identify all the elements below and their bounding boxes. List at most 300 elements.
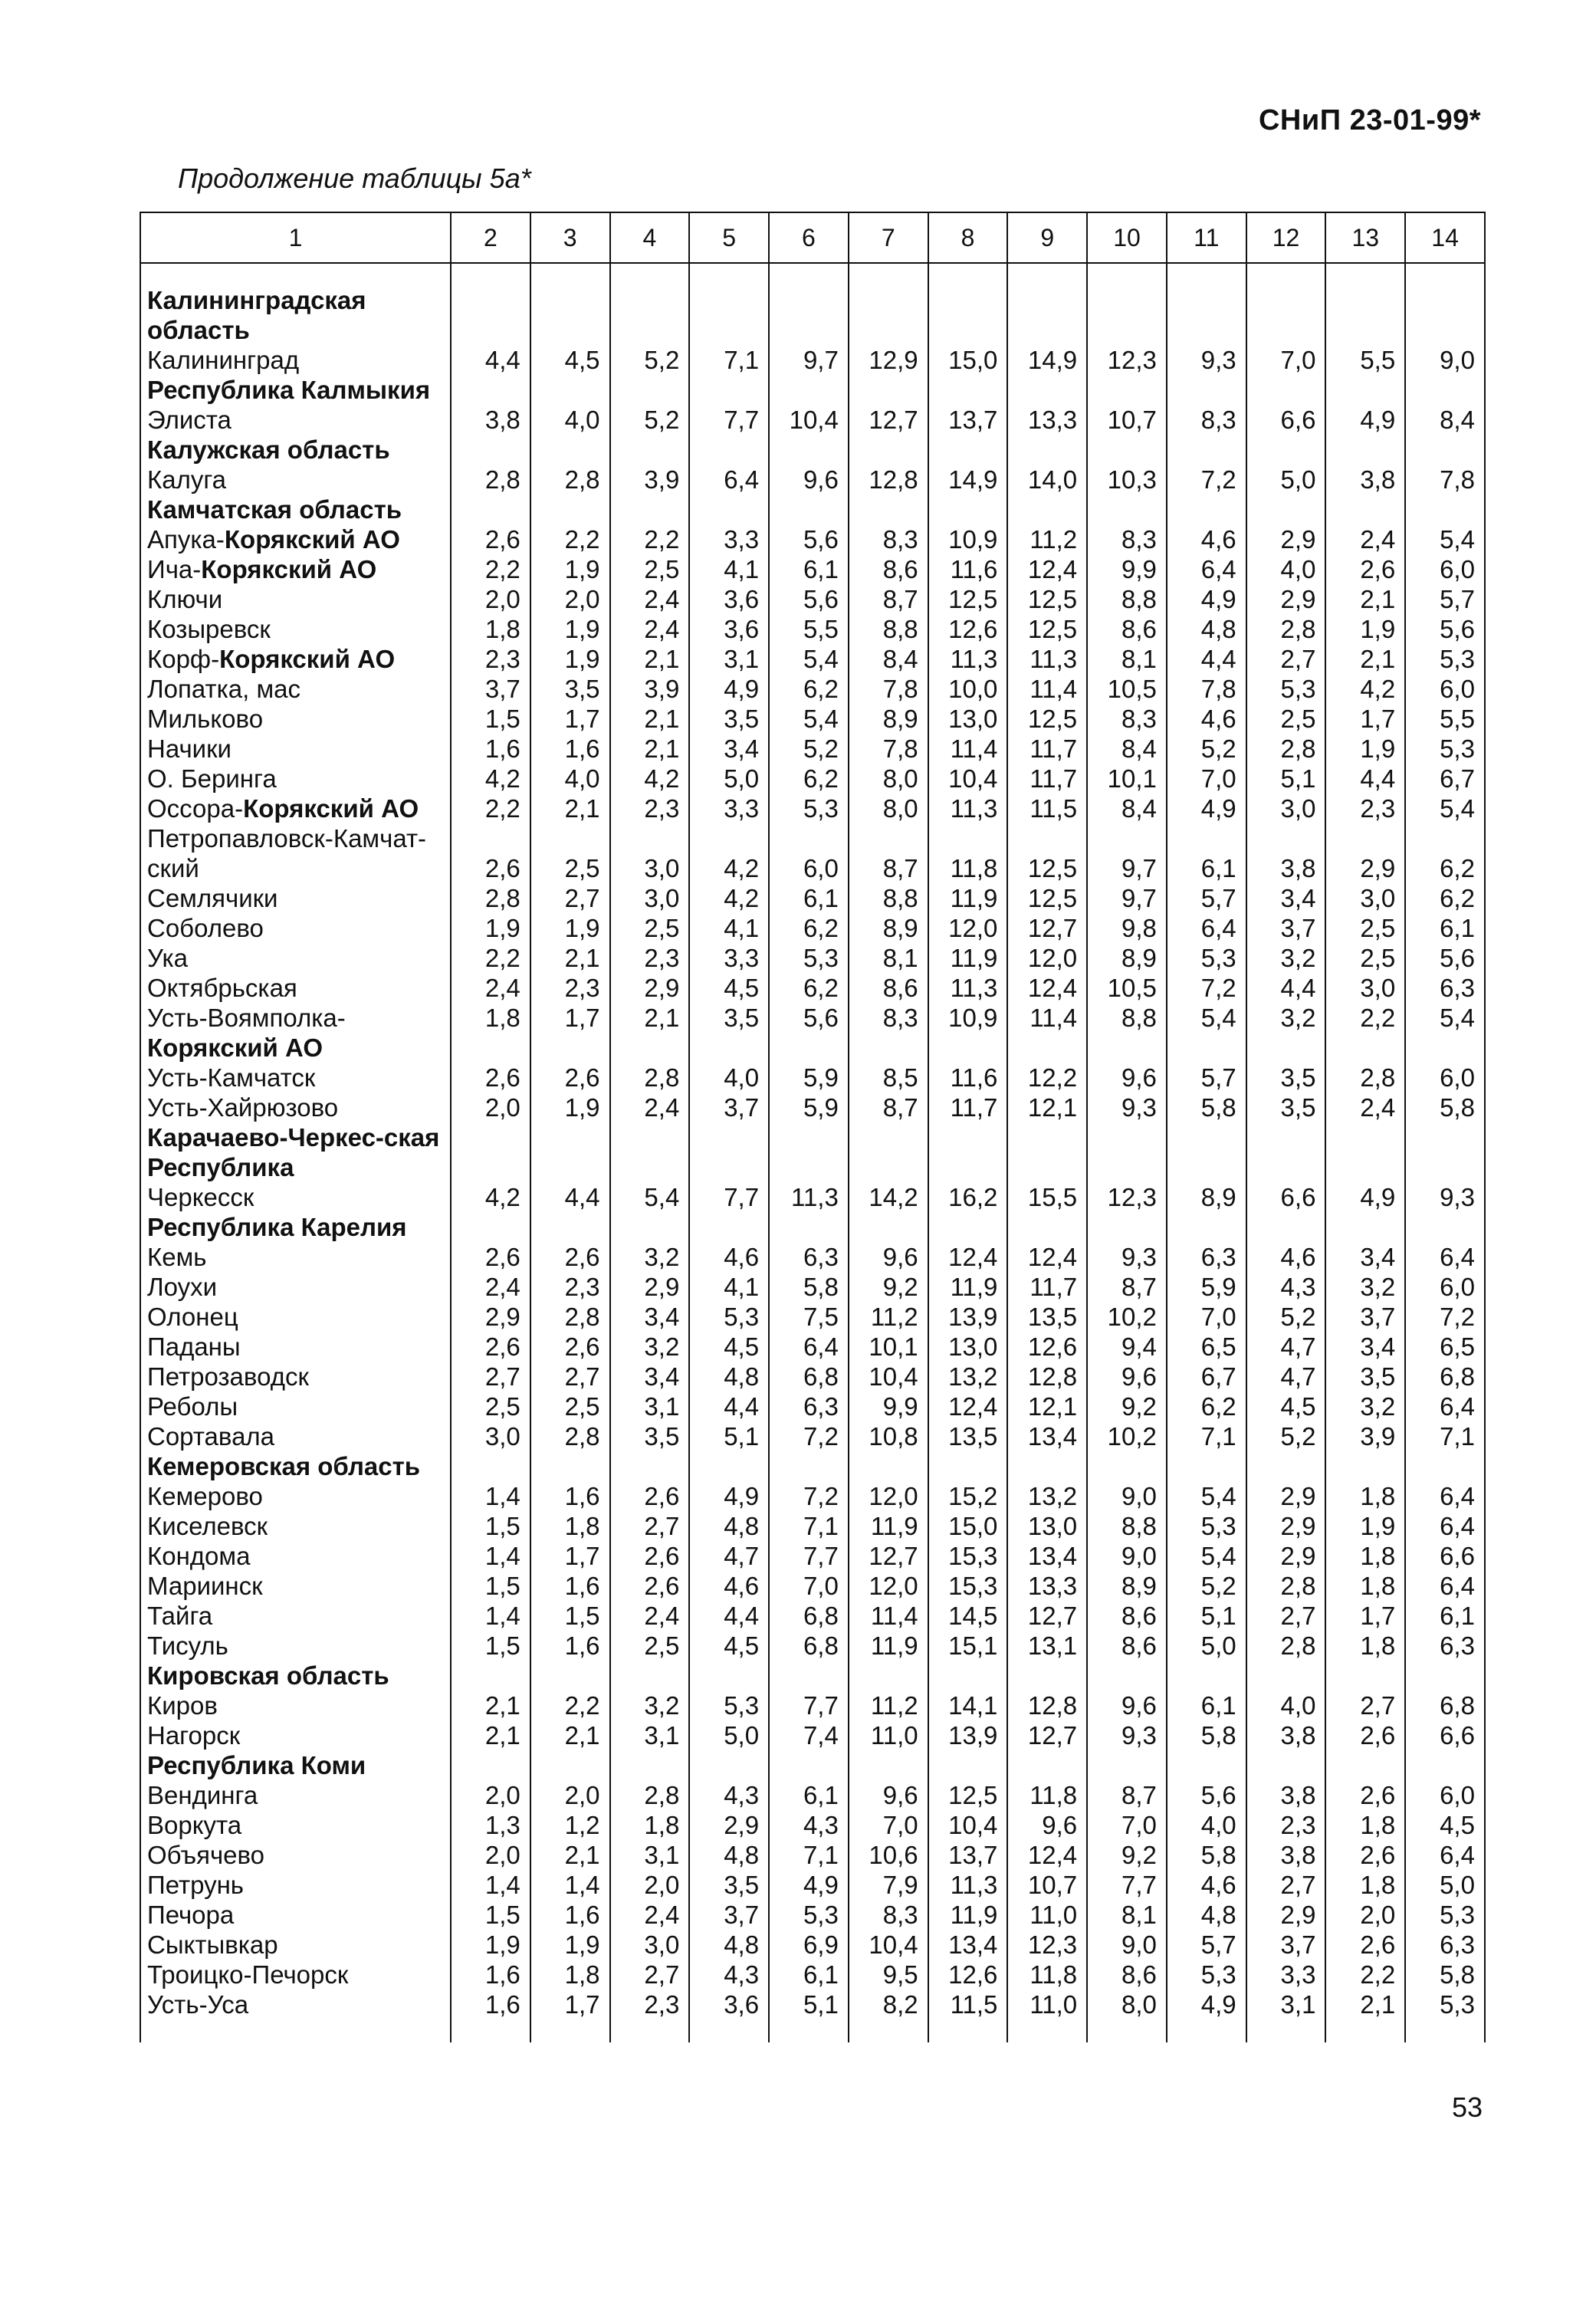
value-cell: 13,4: [1007, 1541, 1087, 1571]
empty-cell: [769, 285, 849, 345]
empty-cell: [530, 1750, 610, 1780]
value-cell: 2,0: [451, 1840, 530, 1870]
value-cell: 12,5: [1007, 704, 1087, 734]
value-cell: 2,9: [1246, 1511, 1326, 1541]
station-name: [140, 554, 451, 584]
value-cell: 9,6: [1087, 1691, 1167, 1720]
value-cell: 11,4: [928, 734, 1008, 764]
value-cell: 3,4: [689, 734, 769, 764]
value-cell: 4,2: [451, 1182, 530, 1212]
value-cell: 2,6: [610, 1571, 690, 1601]
empty-cell: [451, 1212, 530, 1242]
value-cell: 4,0: [530, 764, 610, 794]
value-cell: 2,5: [1325, 943, 1405, 973]
value-cell: 11,7: [1007, 1272, 1087, 1302]
station-name: [140, 1571, 451, 1601]
value-cell: 4,2: [689, 883, 769, 913]
station-name-text: Октябрьская: [147, 974, 297, 1002]
value-cell: 1,5: [451, 1511, 530, 1541]
value-cell: 5,3: [689, 1302, 769, 1332]
station-name-text: Мильково: [147, 705, 264, 733]
value-cell: 4,1: [689, 913, 769, 943]
value-cell: 4,7: [1246, 1362, 1326, 1392]
empty-cell: [1325, 435, 1405, 465]
table-row: [140, 345, 1485, 375]
value-cell: 4,9: [1167, 584, 1246, 614]
station-name: [140, 614, 451, 644]
value-cell: 12,3: [1087, 345, 1167, 375]
region-row: [140, 375, 1485, 405]
station-name: [140, 465, 451, 495]
value-cell: 16,2: [928, 1182, 1008, 1212]
value-cell: 3,1: [610, 1392, 690, 1421]
value-cell: 6,0: [1405, 1063, 1485, 1092]
station-name: [140, 1900, 451, 1930]
empty-cell: [1087, 1661, 1167, 1691]
value-cell: 9,0: [1087, 1541, 1167, 1571]
empty-cell: [1087, 285, 1167, 345]
value-cell: 2,4: [451, 1272, 530, 1302]
table-row: [140, 554, 1485, 584]
value-cell: 9,3: [1167, 345, 1246, 375]
value-cell: 5,3: [1405, 1900, 1485, 1930]
table-row: [140, 794, 1485, 823]
value-cell: 3,7: [1246, 1930, 1326, 1960]
empty-cell: [1087, 1033, 1167, 1063]
station-name: [140, 1960, 451, 1990]
value-cell: 2,2: [451, 943, 530, 973]
value-cell: 11,8: [928, 823, 1008, 883]
station-name: [140, 1392, 451, 1421]
value-cell: 4,0: [530, 405, 610, 435]
value-cell: 8,8: [1087, 584, 1167, 614]
value-cell: 5,2: [610, 345, 690, 375]
value-cell: 12,6: [1007, 1332, 1087, 1362]
empty-cell: [1087, 1451, 1167, 1481]
table-row: [140, 1990, 1485, 2019]
station-name: [140, 1272, 451, 1302]
value-cell: 4,5: [689, 1332, 769, 1362]
empty-cell: [769, 1750, 849, 1780]
column-header: 7: [849, 212, 928, 263]
empty-cell: [530, 285, 610, 345]
table-row: [140, 1511, 1485, 1541]
station-name-text: Апука-: [147, 525, 225, 554]
station-name: [140, 1242, 451, 1272]
value-cell: 5,1: [1246, 764, 1326, 794]
value-cell: 12,7: [849, 1541, 928, 1571]
value-cell: 2,6: [530, 1242, 610, 1272]
station-name-text: Петрозаводск: [147, 1362, 309, 1391]
station-name-text: Соболево: [147, 914, 264, 942]
value-cell: 1,8: [1325, 1870, 1405, 1900]
table-row: [140, 1392, 1485, 1421]
empty-cell: [1325, 1661, 1405, 1691]
empty-cell: [1007, 285, 1087, 345]
value-cell: 4,5: [689, 973, 769, 1003]
station-name-text: Сыктывкар: [147, 1930, 278, 1959]
station-name: [140, 1631, 451, 1661]
value-cell: 11,6: [928, 554, 1008, 584]
value-cell: 2,2: [451, 794, 530, 823]
table-row: [140, 704, 1485, 734]
empty-cell: [1325, 375, 1405, 405]
station-name-text: Ключи: [147, 585, 223, 613]
column-header: 3: [530, 212, 610, 263]
value-cell: 2,4: [1325, 1092, 1405, 1122]
value-cell: 11,9: [928, 883, 1008, 913]
value-cell: 15,5: [1007, 1182, 1087, 1212]
value-cell: 1,9: [1325, 734, 1405, 764]
value-cell: 5,8: [1167, 1720, 1246, 1750]
value-cell: 13,7: [928, 405, 1008, 435]
station-name: [140, 1840, 451, 1870]
value-cell: 4,4: [530, 1182, 610, 1212]
value-cell: 12,4: [1007, 1242, 1087, 1272]
value-cell: 3,2: [1246, 1003, 1326, 1033]
region-name: Калужская область: [140, 435, 451, 465]
value-cell: 3,5: [1246, 1063, 1326, 1092]
value-cell: 5,1: [1167, 1601, 1246, 1631]
table-row: [140, 734, 1485, 764]
empty-cell: [530, 375, 610, 405]
empty-cell: [849, 1122, 928, 1182]
value-cell: 3,3: [689, 524, 769, 554]
empty-cell: [689, 263, 769, 285]
value-cell: 2,3: [610, 794, 690, 823]
value-cell: 10,4: [928, 1810, 1008, 1840]
value-cell: 8,0: [1087, 1990, 1167, 2019]
value-cell: 7,0: [1246, 345, 1326, 375]
value-cell: 6,0: [1405, 554, 1485, 584]
value-cell: 4,1: [689, 554, 769, 584]
value-cell: 6,6: [1246, 1182, 1326, 1212]
value-cell: 5,4: [1167, 1541, 1246, 1571]
value-cell: 4,3: [689, 1960, 769, 1990]
value-cell: 11,9: [928, 1272, 1008, 1302]
value-cell: 8,2: [849, 1990, 928, 2019]
value-cell: 8,7: [849, 1092, 928, 1122]
empty-cell: [928, 263, 1008, 285]
value-cell: 8,6: [1087, 614, 1167, 644]
empty-cell: [530, 495, 610, 524]
station-name: [140, 1870, 451, 1900]
table-row: [140, 405, 1485, 435]
value-cell: 1,9: [530, 1930, 610, 1960]
value-cell: 8,8: [849, 614, 928, 644]
value-cell: 2,8: [530, 1421, 610, 1451]
empty-cell: [1087, 1212, 1167, 1242]
value-cell: 2,4: [610, 1092, 690, 1122]
table-row: [140, 1421, 1485, 1451]
station-name: [140, 1601, 451, 1631]
value-cell: 5,3: [1167, 943, 1246, 973]
station-name-text: Черкесск: [147, 1183, 255, 1211]
value-cell: 8,0: [849, 794, 928, 823]
table-row: [140, 1362, 1485, 1392]
value-cell: 5,3: [769, 794, 849, 823]
empty-cell: [1405, 1122, 1485, 1182]
value-cell: 6,5: [1167, 1332, 1246, 1362]
value-cell: 2,1: [530, 1840, 610, 1870]
value-cell: 1,9: [530, 644, 610, 674]
value-cell: 11,6: [928, 1063, 1008, 1092]
empty-cell: [1246, 1033, 1326, 1063]
value-cell: 4,8: [689, 1511, 769, 1541]
value-cell: 6,1: [1167, 823, 1246, 883]
value-cell: 1,4: [451, 1601, 530, 1631]
table-row: [140, 644, 1485, 674]
value-cell: 11,4: [849, 1601, 928, 1631]
value-cell: 2,6: [1325, 1780, 1405, 1810]
value-cell: 5,6: [1405, 943, 1485, 973]
column-header: 4: [610, 212, 690, 263]
value-cell: 13,4: [1007, 1421, 1087, 1451]
empty-cell: [1007, 1033, 1087, 1063]
station-name-text: Нагорск: [147, 1721, 241, 1750]
empty-cell: [849, 435, 928, 465]
column-header: 12: [1246, 212, 1326, 263]
value-cell: 1,9: [451, 1930, 530, 1960]
empty-cell: [849, 263, 928, 285]
value-cell: 6,8: [769, 1362, 849, 1392]
value-cell: 6,2: [769, 674, 849, 704]
empty-cell: [1167, 1661, 1246, 1691]
value-cell: 11,3: [1007, 644, 1087, 674]
value-cell: 2,8: [1246, 734, 1326, 764]
value-cell: 1,6: [530, 1900, 610, 1930]
region-row: [140, 1212, 1485, 1242]
empty-cell: [1405, 1033, 1485, 1063]
value-cell: 1,7: [530, 704, 610, 734]
value-cell: 2,5: [530, 1392, 610, 1421]
value-cell: 1,5: [530, 1601, 610, 1631]
value-cell: 11,9: [928, 943, 1008, 973]
value-cell: 11,8: [1007, 1780, 1087, 1810]
value-cell: 2,0: [610, 1870, 690, 1900]
value-cell: 2,2: [451, 554, 530, 584]
value-cell: 2,1: [530, 1720, 610, 1750]
value-cell: 13,1: [1007, 1631, 1087, 1661]
value-cell: 3,0: [610, 1930, 690, 1960]
empty-cell: [1087, 1122, 1167, 1182]
empty-cell: [849, 1033, 928, 1063]
region-name: Республика Калмыкия: [140, 375, 451, 405]
value-cell: 6,2: [1405, 883, 1485, 913]
value-cell: 9,0: [1087, 1481, 1167, 1511]
table-row: [140, 764, 1485, 794]
region-name: Карачаево-Черкес-ская Республика: [140, 1122, 451, 1182]
value-cell: 1,9: [1325, 1511, 1405, 1541]
value-cell: 7,2: [769, 1481, 849, 1511]
empty-cell: [1167, 1451, 1246, 1481]
value-cell: 12,8: [1007, 1362, 1087, 1392]
value-cell: 4,8: [1167, 1900, 1246, 1930]
value-cell: 15,0: [928, 1511, 1008, 1541]
value-cell: 6,8: [1405, 1362, 1485, 1392]
value-cell: 5,5: [1325, 345, 1405, 375]
value-cell: 5,2: [1167, 734, 1246, 764]
value-cell: 6,3: [1167, 1242, 1246, 1272]
station-name: [140, 1182, 451, 1212]
value-cell: 8,6: [1087, 1631, 1167, 1661]
table-row: [140, 1870, 1485, 1900]
value-cell: 9,0: [1087, 1930, 1167, 1960]
region-name: Республика Карелия: [140, 1212, 451, 1242]
value-cell: 12,4: [1007, 554, 1087, 584]
station-name: [140, 794, 451, 823]
value-cell: 5,1: [769, 1990, 849, 2019]
value-cell: 7,2: [1405, 1302, 1485, 1332]
value-cell: 10,1: [849, 1332, 928, 1362]
value-cell: 4,4: [689, 1392, 769, 1421]
value-cell: 2,4: [610, 584, 690, 614]
value-cell: 2,1: [530, 943, 610, 973]
station-name: [140, 943, 451, 973]
value-cell: 10,1: [1087, 764, 1167, 794]
station-name-text: Объячево: [147, 1841, 265, 1869]
value-cell: 2,4: [1325, 524, 1405, 554]
empty-cell: [1246, 1750, 1326, 1780]
value-cell: 3,8: [1325, 465, 1405, 495]
value-cell: 8,8: [1087, 1511, 1167, 1541]
value-cell: 11,9: [928, 1900, 1008, 1930]
value-cell: 11,7: [1007, 764, 1087, 794]
empty-cell: [928, 1451, 1008, 1481]
value-cell: 2,4: [610, 1900, 690, 1930]
value-cell: 1,9: [530, 913, 610, 943]
station-name: [140, 704, 451, 734]
value-cell: 8,1: [1087, 1900, 1167, 1930]
value-cell: 2,4: [610, 1601, 690, 1631]
table-row: [140, 1900, 1485, 1930]
station-name: [140, 1302, 451, 1332]
value-cell: 6,2: [769, 764, 849, 794]
station-name: [140, 1541, 451, 1571]
table-row: [140, 1840, 1485, 1870]
value-cell: 11,3: [769, 1182, 849, 1212]
value-cell: 2,7: [610, 1511, 690, 1541]
value-cell: 4,7: [689, 1541, 769, 1571]
value-cell: 12,4: [928, 1242, 1008, 1272]
value-cell: 6,2: [769, 913, 849, 943]
value-cell: 5,3: [769, 1900, 849, 1930]
value-cell: 1,3: [451, 1810, 530, 1840]
station-region-suffix: Корякский АО: [201, 555, 377, 583]
value-cell: 6,3: [1405, 1631, 1485, 1661]
value-cell: 9,7: [1087, 883, 1167, 913]
empty-cell: [1087, 263, 1167, 285]
column-header: 8: [928, 212, 1008, 263]
value-cell: 7,4: [769, 1720, 849, 1750]
value-cell: 3,3: [1246, 1960, 1326, 1990]
station-name: [140, 823, 451, 883]
document-code: СНиП 23-01-99*: [1258, 104, 1481, 136]
value-cell: 12,2: [1007, 1063, 1087, 1092]
value-cell: 3,1: [689, 644, 769, 674]
empty-cell: [1007, 1750, 1087, 1780]
empty-cell: [1405, 2019, 1485, 2042]
value-cell: 2,9: [1246, 1481, 1326, 1511]
value-cell: 3,9: [610, 465, 690, 495]
value-cell: 1,7: [530, 1003, 610, 1033]
empty-cell: [1246, 435, 1326, 465]
value-cell: 2,8: [1246, 1631, 1326, 1661]
value-cell: 6,4: [689, 465, 769, 495]
value-cell: 8,3: [849, 1900, 928, 1930]
value-cell: 9,3: [1087, 1092, 1167, 1122]
empty-cell: [610, 1033, 690, 1063]
value-cell: 11,2: [849, 1691, 928, 1720]
value-cell: 3,0: [610, 883, 690, 913]
value-cell: 13,7: [928, 1840, 1008, 1870]
empty-cell: [689, 435, 769, 465]
value-cell: 2,9: [451, 1302, 530, 1332]
station-name: [140, 1421, 451, 1451]
value-cell: 9,6: [1087, 1362, 1167, 1392]
value-cell: 4,9: [689, 674, 769, 704]
value-cell: 2,6: [451, 1063, 530, 1092]
empty-cell: [1325, 1122, 1405, 1182]
empty-cell: [1167, 435, 1246, 465]
table-row: [140, 614, 1485, 644]
station-name: [140, 734, 451, 764]
empty-cell: [1405, 263, 1485, 285]
empty-cell: [849, 1661, 928, 1691]
value-cell: 6,6: [1405, 1720, 1485, 1750]
empty-cell: [928, 285, 1008, 345]
empty-cell: [769, 1122, 849, 1182]
region-name: Кемеровская область: [140, 1451, 451, 1481]
value-cell: 13,4: [928, 1930, 1008, 1960]
value-cell: 2,8: [1246, 614, 1326, 644]
station-name-text: Петрунь: [147, 1871, 244, 1899]
value-cell: 4,1: [689, 1272, 769, 1302]
value-cell: 3,7: [1325, 1302, 1405, 1332]
value-cell: 2,6: [1325, 1720, 1405, 1750]
value-cell: 4,9: [689, 1481, 769, 1511]
value-cell: 10,9: [928, 524, 1008, 554]
station-name: [140, 1362, 451, 1392]
value-cell: 5,3: [1167, 1511, 1246, 1541]
value-cell: 4,7: [1246, 1332, 1326, 1362]
table-row: [140, 973, 1485, 1003]
value-cell: 6,4: [1405, 1571, 1485, 1601]
value-cell: 13,2: [928, 1362, 1008, 1392]
value-cell: 2,5: [1325, 913, 1405, 943]
station-name: [140, 973, 451, 1003]
value-cell: 5,4: [769, 704, 849, 734]
value-cell: 7,2: [1167, 465, 1246, 495]
value-cell: 2,9: [689, 1810, 769, 1840]
value-cell: 5,9: [769, 1092, 849, 1122]
value-cell: 6,5: [1405, 1332, 1485, 1362]
value-cell: 8,4: [1405, 405, 1485, 435]
value-cell: 9,8: [1087, 913, 1167, 943]
value-cell: 2,2: [530, 524, 610, 554]
value-cell: 9,2: [1087, 1392, 1167, 1421]
value-cell: 11,7: [1007, 734, 1087, 764]
table-body: [140, 263, 1485, 2042]
station-name: [140, 1810, 451, 1840]
value-cell: 12,7: [849, 405, 928, 435]
value-cell: 2,8: [610, 1063, 690, 1092]
table-row: [140, 1810, 1485, 1840]
value-cell: 7,7: [769, 1541, 849, 1571]
empty-cell: [530, 1661, 610, 1691]
value-cell: 8,7: [849, 823, 928, 883]
value-cell: 6,3: [1405, 1930, 1485, 1960]
